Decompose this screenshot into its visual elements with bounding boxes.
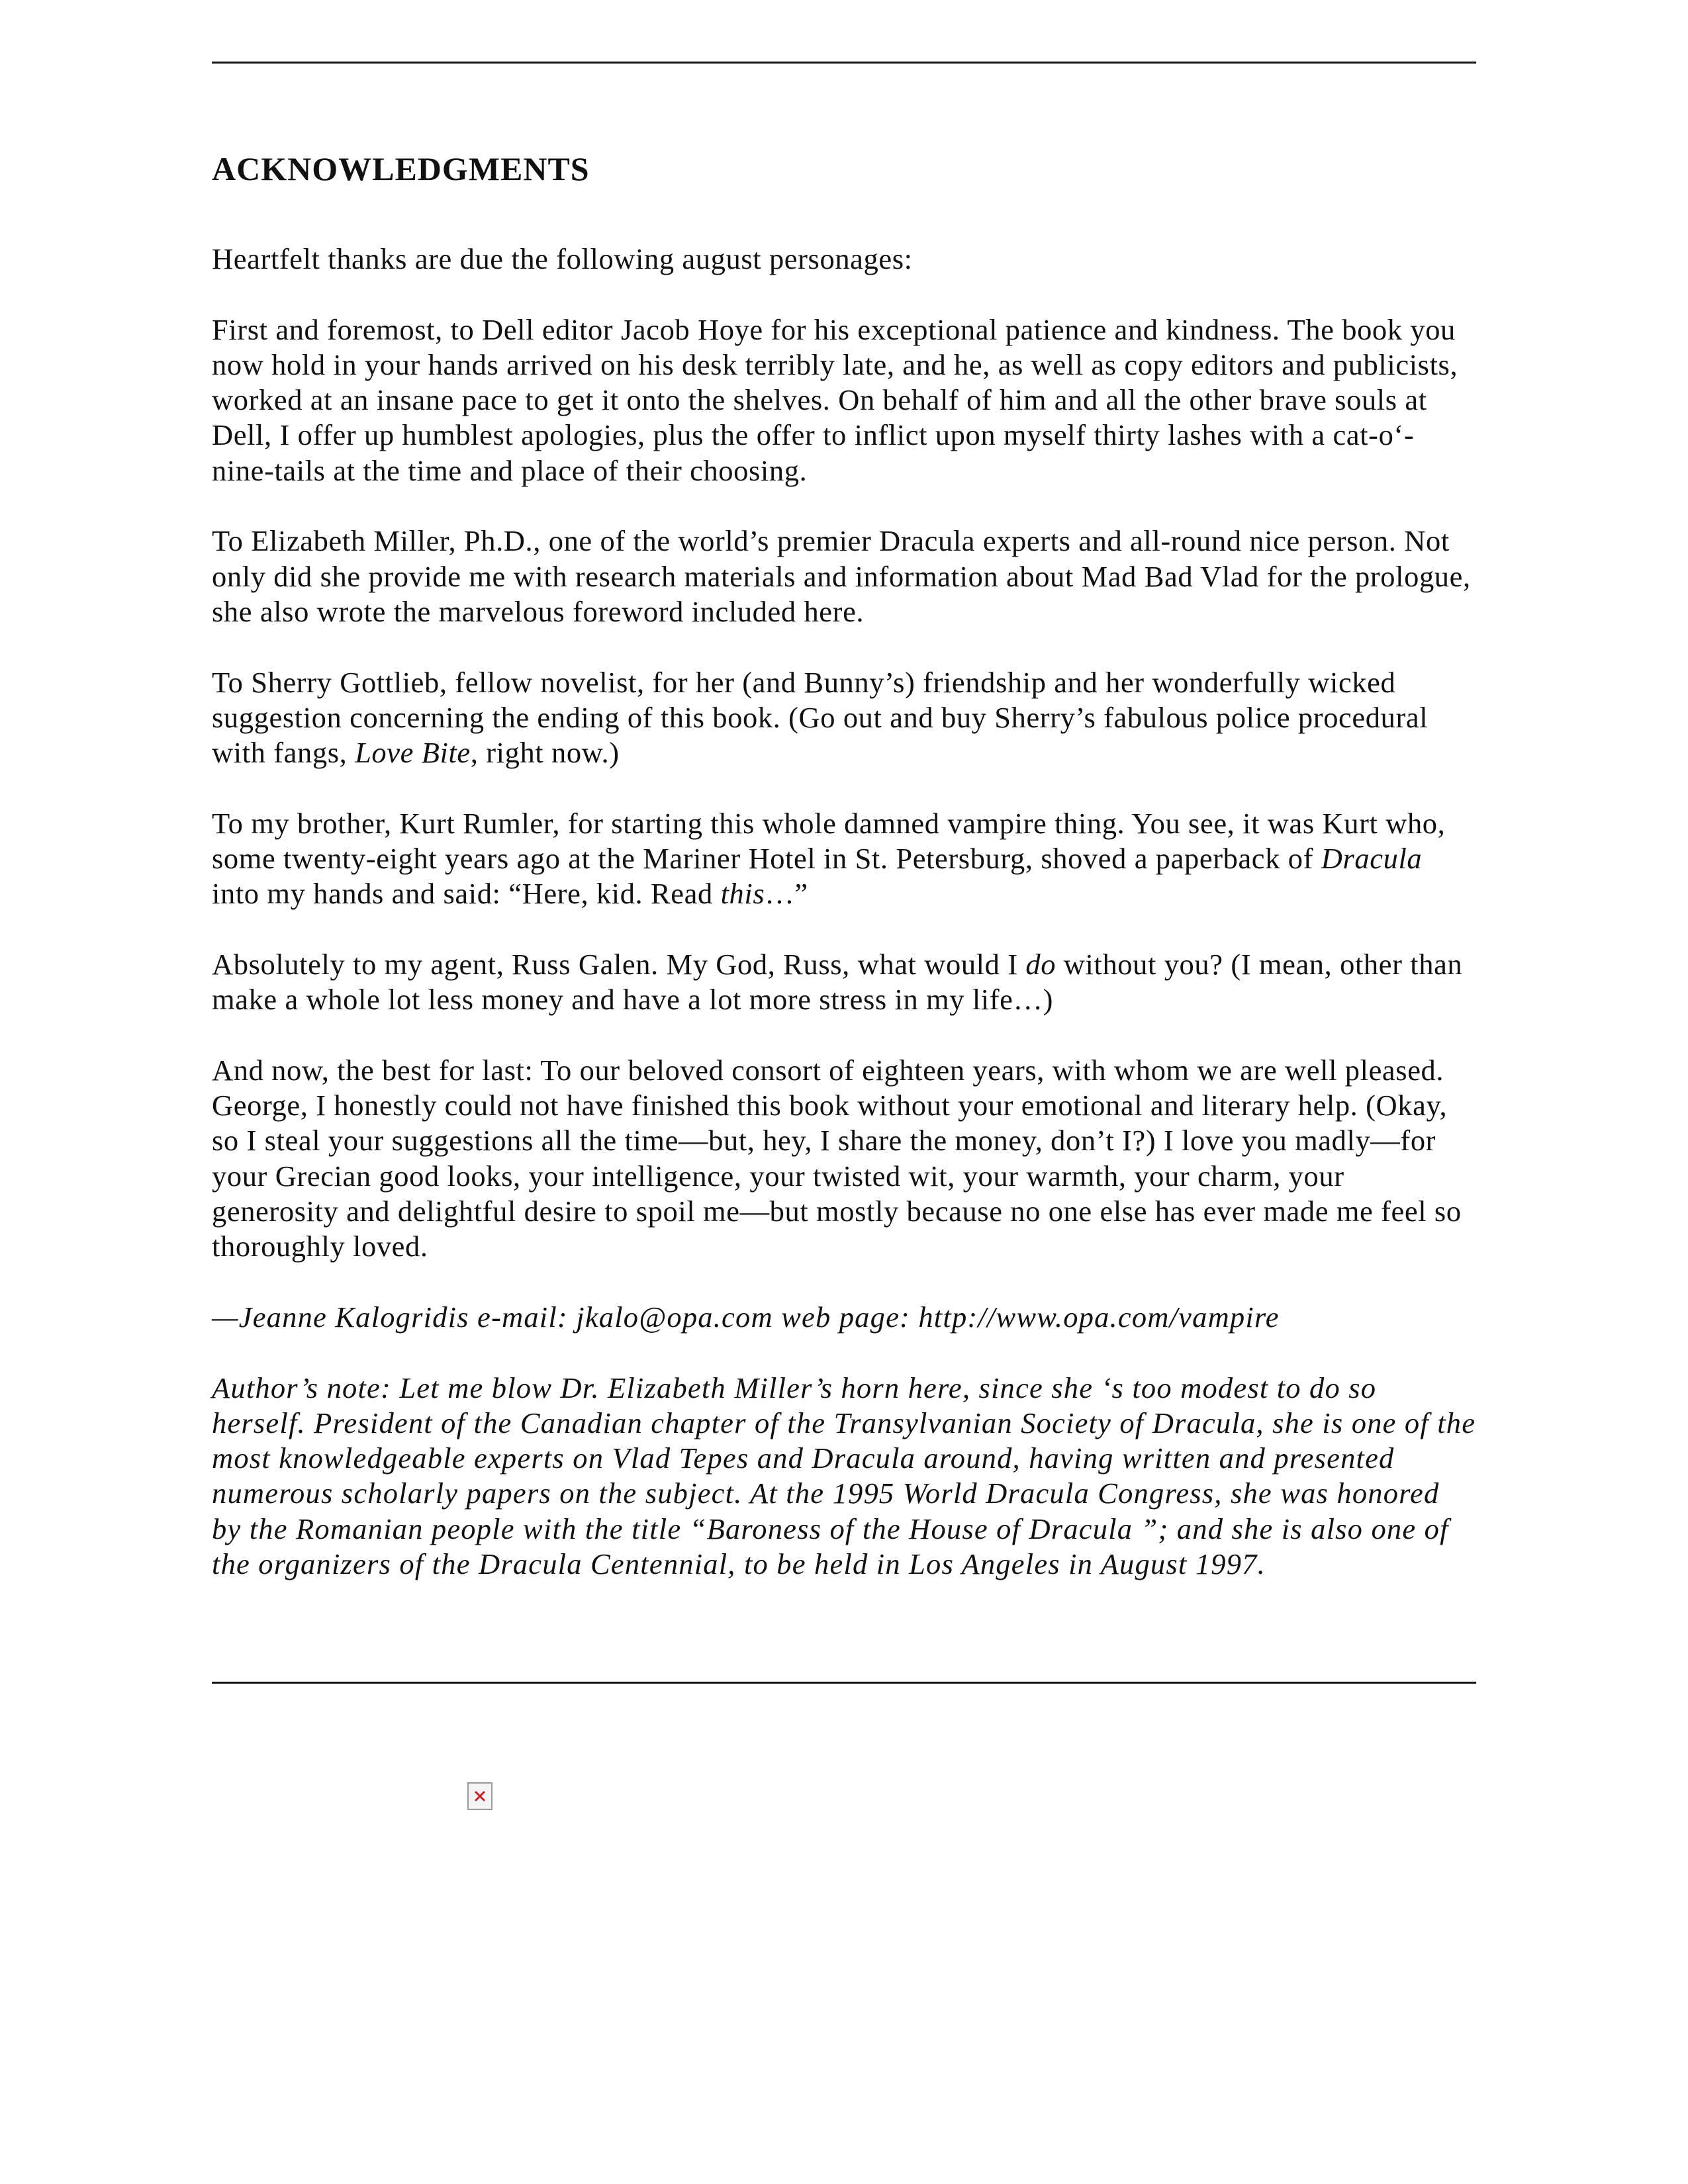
acknowledgment-paragraph (212, 947, 1476, 1018)
paragraph-text: To Sherry Gottlieb, fellow novelist, for her (and Bunny’s) friendship and her wonderfully wicked suggestion concerning the ending of this book. (Go out and buy Sherry’s fabulous police procedural with fangs, (212, 665, 1429, 770)
italic-title-text: Love Bite (355, 736, 471, 770)
paragraph-text: To Elizabeth Miller, Ph.D., one of the world’s premier Dracula experts and all-round nice person. Not only did she provide me with research materials and information about Mad Bad Vlad for the prologue, she also wrote the marvelous foreword included here. (212, 524, 1471, 628)
acknowledgment-paragraph (212, 523, 1476, 629)
paragraph-text: into my hands and said: “Here, kid. Read (212, 877, 721, 911)
acknowledgment-paragraphs (212, 242, 1476, 1265)
acknowledgment-paragraph (212, 806, 1476, 912)
document-body (212, 242, 1476, 1617)
broken-image-x-icon (473, 1790, 487, 1803)
paragraph-text: Heartfelt thanks are due the following august personages: (212, 242, 913, 275)
paragraph-text: Absolutely to my agent, Russ Galen. My God, Russ, what would I (212, 947, 1026, 981)
paragraph-text: , right now.) (470, 736, 620, 770)
acknowledgment-paragraph (212, 665, 1476, 771)
author-note: Author’s note: Let me blow Dr. Elizabeth Miller’s horn here, since she ‘s too modest to do so herself. President of the Canadian chapter of the Transylvanian Society of Dracula, she is one of the most knowledgeable experts on Vlad Tepes and Dracula around, having written and presented numerous scholarly papers on the subject. At the 1995 World Dracula Congress, she was honored by the Romanian people with the title “Baroness of the House of Dracula ”; and she is also one of the organizers of the Dracula Centennial, to be held in Los Angeles in August 1997. (212, 1371, 1476, 1580)
paragraph-text: …” (765, 877, 808, 911)
paragraph-text: To my brother, Kurt Rumler, for starting this whole damned vampire thing. You see, it was Kurt who, some twenty-eight years ago at the Mariner Hotel in St. Petersburg, shoved a paperback of (212, 806, 1446, 876)
acknowledgment-paragraph (212, 312, 1476, 488)
paragraph-text: And now, the best for last: To our beloved consort of eighteen years, with whom we are well pleased. George, I honestly could not have finished this book without your emotional and literary help. (Okay, so I steal your suggestions all the time—but, hey, I share the money, don’t I?) I love you madly—for your Grecian good looks, your intelligence, your twisted wit, your warmth, your charm, your generosity and delightful desire to spoil me—but mostly because no one else has ever made me feel so thoroughly loved. (212, 1053, 1462, 1263)
author-signature: —Jeanne Kalogridis e-mail: jkalo@opa.com web page: http://www.opa.com/vampire (212, 1300, 1280, 1334)
acknowledgment-paragraph (212, 242, 1476, 277)
bottom-divider (212, 1682, 1476, 1684)
paragraph-text: without you? (I mean, other than make a whole lot less money and have a lot more stress in my life…) (212, 947, 1463, 1017)
broken-image-icon (467, 1782, 492, 1810)
page-title: ACKNOWLEDGMENTS (212, 150, 590, 187)
italic-title-text: this (720, 877, 765, 911)
acknowledgment-paragraph (212, 1053, 1476, 1265)
italic-title-text: do (1025, 947, 1056, 981)
top-divider (212, 62, 1476, 64)
italic-title-text: Dracula (1321, 842, 1423, 876)
paragraph-text: First and foremost, to Dell editor Jacob Hoye for his exceptional patience and kindness. The book you now hold in your hands arrived on his desk terribly late, and he, as well as copy editors and publicists, worked at an insane pace to get it onto the shelves. On behalf of him and all the other brave souls at Dell, I offer up humblest apologies, plus the offer to inflict upon myself thirty lashes with a cat-o‘-nine-tails at the time and place of their choosing. (212, 312, 1458, 487)
